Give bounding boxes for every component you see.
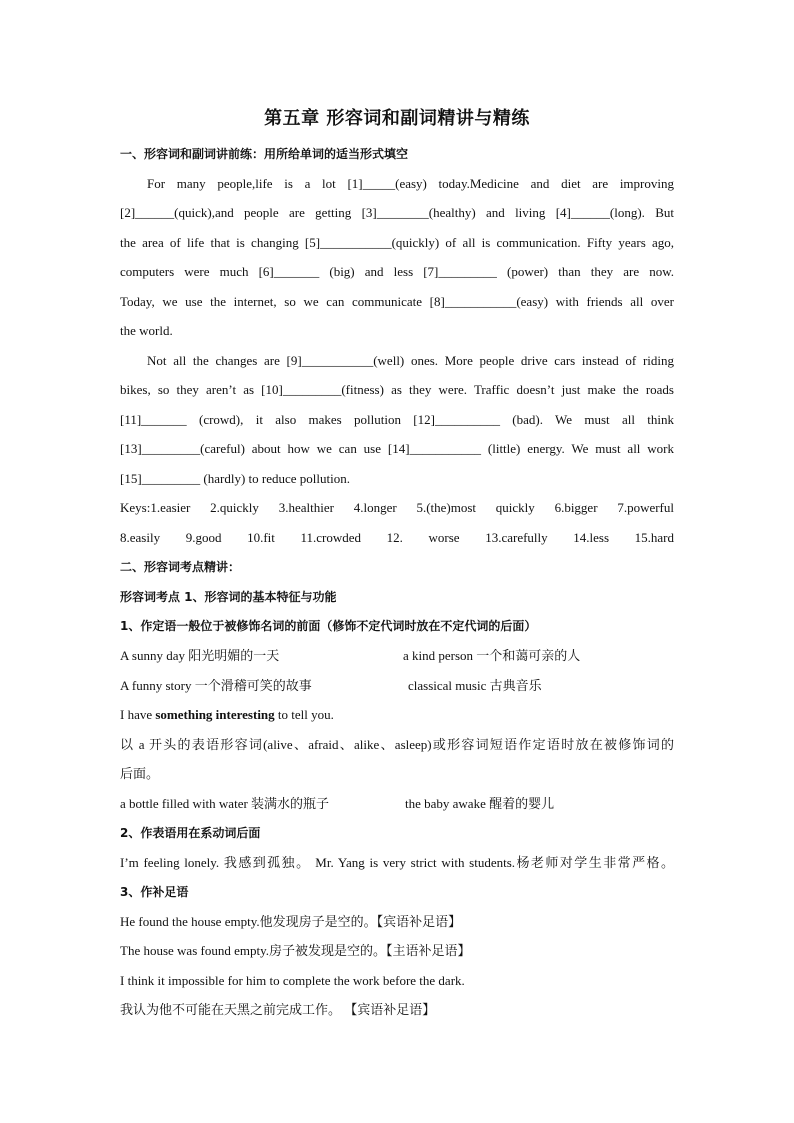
passage1-line: For many people,life is a lot [1]_____(easy) today.Medicine and diet are improving — [147, 176, 674, 191]
passage2-line: [15]_________ (hardly) to reduce pollution. — [120, 471, 350, 486]
example-left: A funny story 一个滑稽可笑的故事 — [120, 678, 312, 693]
section2-heading: 二、形容词考点精讲： — [120, 560, 241, 574]
section1-heading: 一、形容词和副词讲前练：用所给单词的适当形式填空 — [120, 147, 409, 161]
complement-example: He found the house empty.他发现房子是空的。【宾语补足语】 — [120, 914, 462, 929]
passage1-line: Today, we use the internet, so we can communicate [8]___________(easy) with friends all over — [120, 294, 674, 309]
point1-heading: 形容词考点 1、形容词的基本特征与功能 — [120, 590, 337, 604]
example-row — [120, 647, 674, 665]
complement-example: I think it impossible for him to complete the work before the dark. — [120, 973, 465, 988]
passage2-line: Not all the changes are [9]___________(well) ones. More people drive cars instead of riding — [147, 353, 674, 368]
example-left: A sunny day 阳光明媚的一天 — [120, 648, 280, 663]
something-example — [120, 706, 674, 724]
example-text: I have — [120, 707, 156, 722]
example-text: to tell you. — [274, 707, 334, 722]
rule-line: 以 a 开头的表语形容词(alive、afraid、alike、asleep)或形容词短语作定语时放在被修饰词的 — [120, 737, 674, 752]
answer-keys-line: Keys:1.easier 2.quickly 3.healthier 4.longer 5.(the)most quickly 6.bigger 7.powerful — [120, 500, 674, 515]
predicative-example: I’m feeling lonely. 我感到孤独。 Mr. Yang is very strict with students.杨老师对学生非常严格。 — [120, 855, 674, 870]
example-left: a bottle filled with water 装满水的瓶子 — [120, 796, 330, 811]
rule-line: 后面。 — [120, 766, 160, 781]
passage2-line: bikes, so they aren’t as [10]_________(fitness) as they were. Traffic doesn’t just make the roads — [120, 382, 674, 397]
complement-example: 我认为他不可能在天黑之前完成工作。 【宾语补足语】 — [120, 1002, 436, 1017]
passage2-line: [13]_________(careful) about how we can use [14]___________ (little) energy. We must all work — [120, 441, 674, 456]
sub2-heading: 2、作表语用在系动词后面 — [120, 826, 261, 840]
example-row — [120, 795, 674, 813]
example-right: classical music 古典音乐 — [408, 678, 542, 693]
page-title: 第五章 形容词和副词精讲与精练 — [264, 108, 530, 129]
sub3-heading: 3、作补足语 — [120, 885, 189, 899]
example-right: a kind person 一个和蔼可亲的人 — [403, 648, 581, 663]
complement-example: The house was found empty.房子被发现是空的。【主语补足语】 — [120, 943, 471, 958]
sub1-heading: 1、作定语一般位于被修饰名词的前面（修饰不定代词时放在不定代词的后面） — [120, 619, 537, 633]
passage1-line: the world. — [120, 323, 173, 338]
passage1-line: the area of life that is changing [5]___________(quickly) of all is communication. Fifty years ago, — [120, 235, 674, 250]
passage1-line: computers were much [6]_______ (big) and less [7]_________ (power) than they are now. — [120, 264, 674, 279]
example-right: the baby awake 醒着的婴儿 — [405, 796, 555, 811]
example-row — [120, 677, 674, 695]
passage2-line: [11]_______ (crowd), it also makes pollution [12]__________ (bad). We must all think — [120, 412, 674, 427]
answer-keys-line: 8.easily 9.good 10.fit 11.crowded 12. worse 13.carefully 14.less 15.hard — [120, 530, 674, 545]
example-bold-phrase: something interesting — [155, 707, 275, 722]
passage1-line: [2]______(quick),and people are getting [3]________(healthy) and living [4]______(long). But — [120, 205, 674, 220]
